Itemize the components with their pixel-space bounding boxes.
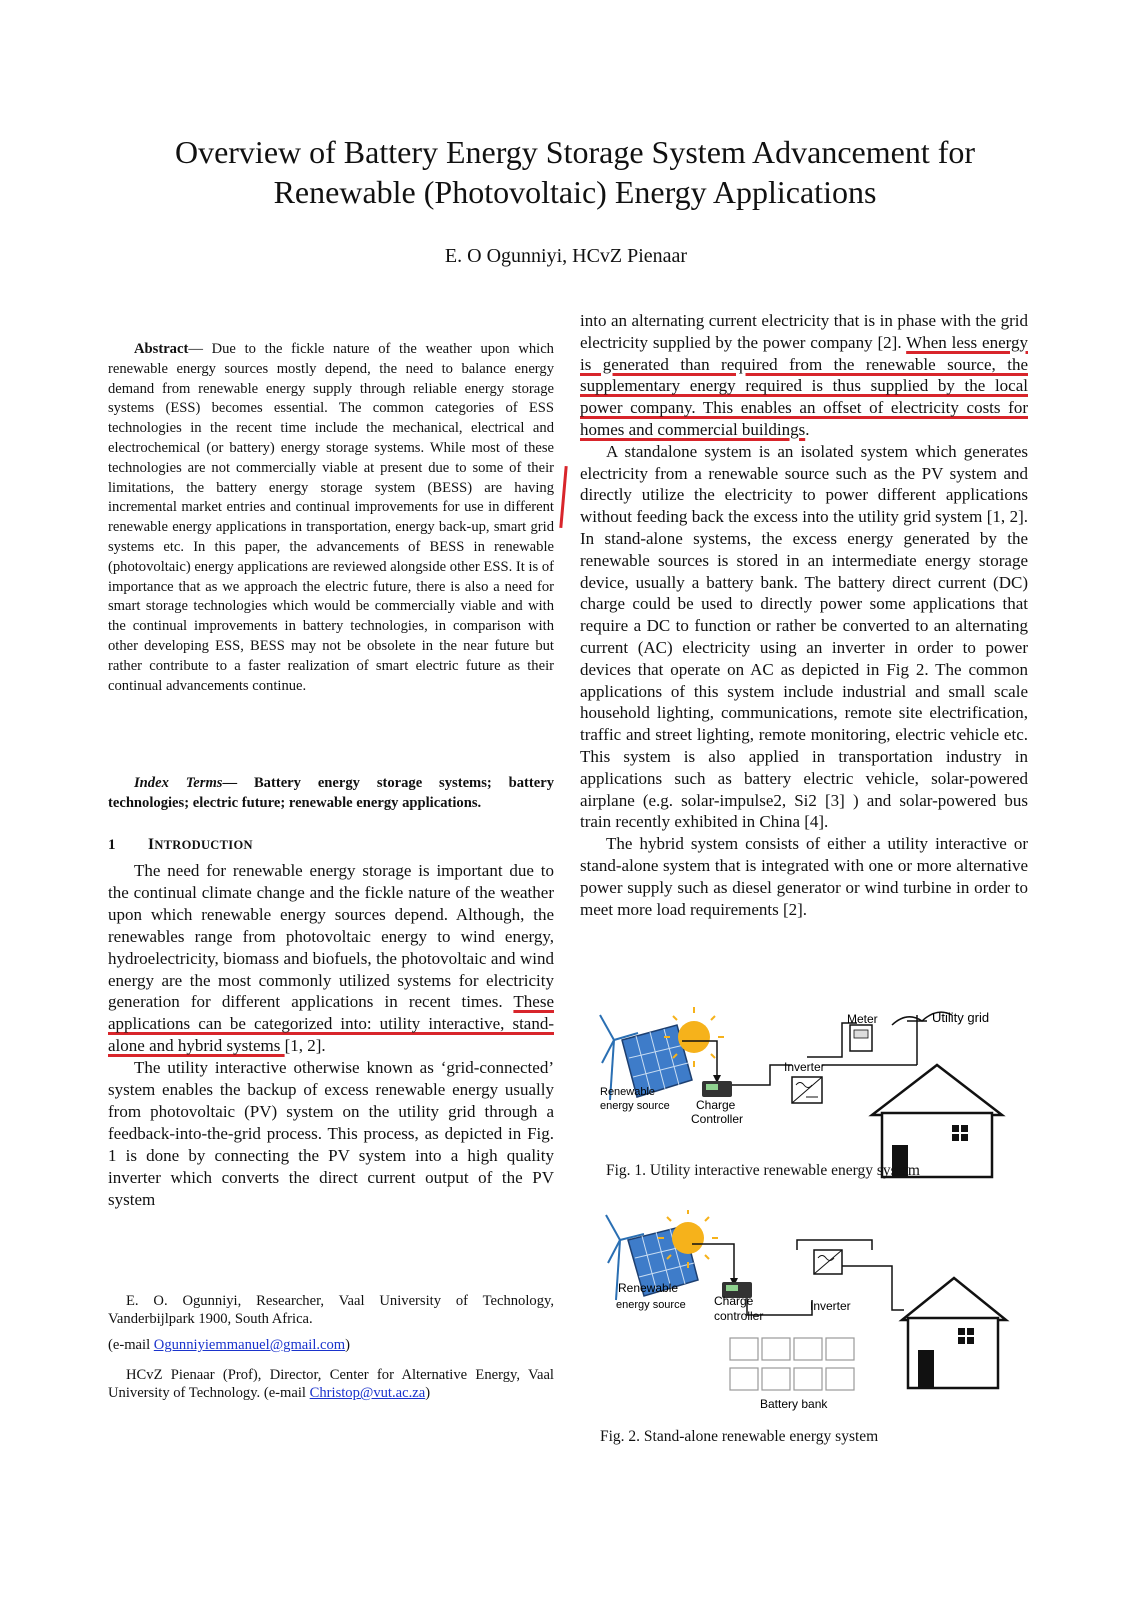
house-icon xyxy=(872,1065,1002,1177)
meter-icon xyxy=(850,1025,872,1051)
right-p1-a: into an alternating current electricity that is in phase with the grid electricity supplied by the power company [2]. xyxy=(580,311,1028,352)
index-terms-text: — Battery energy storage systems; battery technologies; electric future; renewable energy applications. xyxy=(108,775,554,811)
left-p1-b: [1, 2]. xyxy=(284,1036,326,1056)
left-p2: The utility interactive otherwise known as ‘grid-connected’ system enables the backup of excess renewable energy usually from photovoltaic (PV) system on the utility grid through a feedback-into-the-grid process. This process, as depicted in Fig. 1 is done by connecting the PV system into a high quality inverter which converts the direct current output of the PV system xyxy=(108,1058,554,1209)
email-link-ogunniyi[interactable]: Ogunniyiemmanuel@gmail.com xyxy=(153,1337,346,1353)
margin-mark xyxy=(559,466,567,528)
abstract-text: Due to the fickle nature of the weather upon which renewable energy sources mostly depend, the need to balance energy demand from renewable energy supply through reliable energy storage systems (ESS) becomes essential. The common categories of ESS technologies in the recent time include the mechanical, electrical and electrochemical (or battery) energy storage systems. While most of these technologies are not commercially viable at present due to some of their limitations, the battery energy storage system (BESS) are having incremental market entries and continual improvements for use in different renewable energy applications in transportation, energy back-up, smart grid systems etc. In this paper, the advancements of BESS in renewable (photovoltaic) energy applications are reviewed alongside other ESS. It is of importance that as we approach the electric future, there is also a need for smart storage technologies which would be commercially viable and with the continual improvements in battery technologies, in comparison with other developing ESS, BESS may not be obsolete in the near future but rather contribute to a faster realization of smart electric future as their continual advancements continue. xyxy=(108,341,554,694)
battery-bank-icon xyxy=(730,1338,854,1390)
fig2-caption: Fig. 2. Stand-alone renewable energy system xyxy=(600,1428,879,1445)
fig1-inverter-label: Inverter xyxy=(784,1060,825,1074)
section-title-initial: I xyxy=(148,836,155,853)
footnote-3-text: HCvZ Pienaar (Prof), Director, Center for Alternative Energy, Vaal University of Technology. (e-mail xyxy=(108,1367,554,1401)
title-line-2: Renewable (Photovoltaic) Energy Applications xyxy=(273,174,877,210)
right-p3: The hybrid system consists of either a utility interactive or stand-alone system that is integrated with one or more alternative power supply such as diesel generator or wind turbine in order to meet more load requirements [2]. xyxy=(580,834,1028,919)
inverter-icon xyxy=(814,1250,842,1274)
fig2-renewable-label-1: Renewable xyxy=(618,1281,679,1295)
abstract-dash: — xyxy=(188,341,212,357)
fig1-caption: Fig. 1. Utility interactive renewable energy system xyxy=(606,1162,920,1179)
section-title-rest: NTRODUCTION xyxy=(154,838,253,852)
left-p1-a: The need for renewable energy storage is important due to the continual climate change and the fickle nature of the weather upon which renewable energy sources depend. Although, the renewables range from photovoltaic energy to wind energy, hydroelectricity, biomass and biofuels, the photovoltaic and wind energy are the most commonly utilized systems for electricity generation for different applications in recent times. xyxy=(108,861,554,1012)
section-number: 1 xyxy=(108,837,116,853)
section-heading xyxy=(108,836,253,854)
fig2-charge-label-2: controller xyxy=(714,1309,764,1323)
house-icon xyxy=(902,1278,1006,1388)
left-p1-highlight: These applications can be categorized into: utility interactive, stand-alone and hybrid systems xyxy=(108,992,554,1056)
index-terms-label: Index Terms xyxy=(134,775,223,791)
fig1-meter-label: Meter xyxy=(847,1012,878,1026)
inverter-icon xyxy=(792,1077,822,1103)
paper-title xyxy=(110,132,1040,212)
index-terms xyxy=(108,774,554,814)
fig2-charge-label-1: Charge xyxy=(714,1294,754,1308)
charge-controller-icon xyxy=(702,1081,732,1097)
figure-2 xyxy=(592,1210,1032,1415)
left-body xyxy=(108,860,554,1211)
fig2-battery-bank-label: Battery bank xyxy=(760,1397,828,1411)
right-p1-highlight: When less energy is generated than required from the renewable source, the supplementary energy required is thus supplied by the local power company. This enables an offset of electricity costs for homes and commercial buildings xyxy=(580,332,1028,439)
footnote-author-1 xyxy=(108,1292,554,1328)
footnote-1-text: E. O. Ogunniyi, Researcher, Vaal University of Technology, Vanderbijlpark 1900, South Africa. xyxy=(108,1293,554,1327)
fig1-renewable-label-2: energy source xyxy=(600,1100,670,1112)
right-p2: A standalone system is an isolated system which generates electricity from a renewable source such as the PV system and directly utilize the electricity to power different applications without feeding back the excess into the utility grid system [1, 2]. In stand-alone systems, the excess energy generated by the renewable sources is stored in an intermediate energy storage device, usually a battery bank. The battery direct current (DC) charge could be used to directly power some applications that require a DC to function or rather be converted to an alternating current (AC) electricity using an inverter in order to power devices that operate on AC as depicted in Fig 2. The common applications of this system include industrial and small scale household lighting, communications, remote site electrification, traffic and street lighting, remote monitoring, electric vehicle etc. This system is also applied in transportation industry in applications such as battery electric vehicle, solar-powered airplane (e.g. solar-impulse2, Si2 [3] ) and solar-powered bus train recently exhibited in China [4]. xyxy=(580,441,1028,832)
fig1-charge-label-1: Charge xyxy=(696,1098,736,1112)
right-body xyxy=(580,310,1028,920)
fig1-charge-label-2: Controller xyxy=(691,1112,744,1126)
fig2-renewable-label-2: energy source xyxy=(616,1299,686,1311)
footnote-author-2 xyxy=(108,1366,554,1402)
footnote-2-post: ) xyxy=(345,1337,351,1353)
footnote-3-post: ) xyxy=(425,1385,431,1401)
fig1-utility-grid-label: Utility grid xyxy=(932,1010,990,1025)
fig1-renewable-label-1: Renewable xyxy=(600,1086,656,1098)
abstract-label: Abstract xyxy=(134,341,189,357)
footnote-email-1 xyxy=(108,1336,554,1354)
fig2-inverter-label: Inverter xyxy=(810,1299,851,1313)
email-link-pienaar[interactable]: Christop@vut.ac.za xyxy=(309,1385,426,1401)
abstract xyxy=(108,340,554,696)
footnote-2-pre: (e-mail xyxy=(108,1337,154,1353)
authors: E. O Ogunniyi, HCvZ Pienaar xyxy=(444,245,688,267)
title-line-1: Overview of Battery Energy Storage System Advancement for xyxy=(174,134,976,170)
right-p1-b: . xyxy=(805,419,810,439)
